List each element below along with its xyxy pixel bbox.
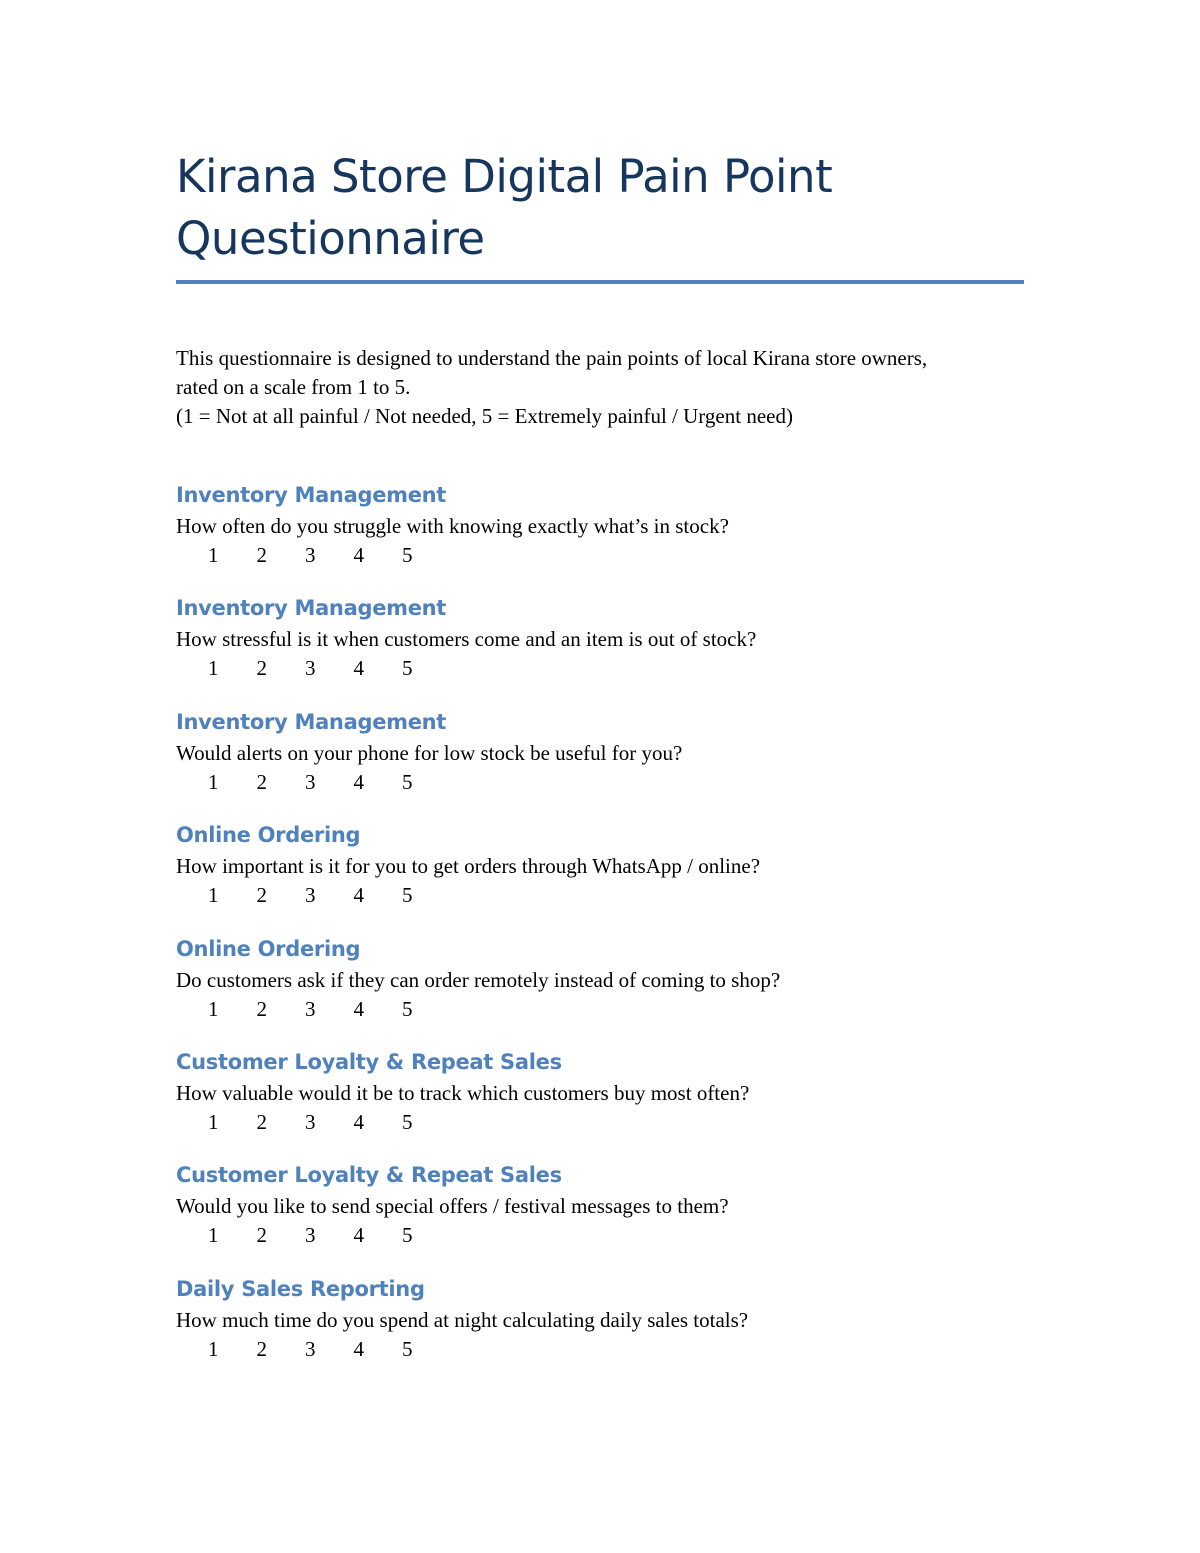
question-text: Would alerts on your phone for low stock be useful for you? bbox=[176, 740, 683, 765]
section-heading: Customer Loyalty & Repeat Sales bbox=[176, 1163, 562, 1188]
title-line-1: Kirana Store Digital Pain Point bbox=[176, 150, 833, 203]
rating-option-3: 3 bbox=[305, 883, 316, 908]
rating-option-2: 2 bbox=[256, 1109, 267, 1134]
rating-option-5: 5 bbox=[402, 1223, 413, 1248]
section-heading: Online Ordering bbox=[176, 823, 361, 848]
section-heading: Customer Loyalty & Repeat Sales bbox=[176, 1049, 562, 1074]
rating-scale bbox=[176, 995, 1024, 1023]
document-title bbox=[176, 146, 1024, 270]
section-heading: Inventory Management bbox=[176, 483, 447, 507]
rating-option-1: 1 bbox=[208, 656, 219, 681]
document-page bbox=[176, 0, 1024, 1386]
rating-scale bbox=[176, 768, 1024, 796]
rating-option-4: 4 bbox=[353, 656, 364, 681]
question-block bbox=[176, 1159, 1024, 1272]
rating-option-1: 1 bbox=[208, 1109, 219, 1134]
intro-paragraph bbox=[176, 344, 1024, 431]
section-heading: Inventory Management bbox=[176, 596, 447, 621]
rating-option-4: 4 bbox=[353, 1336, 364, 1361]
question-block bbox=[176, 479, 1024, 592]
rating-option-3: 3 bbox=[305, 996, 316, 1021]
question-text: How important is it for you to get orders through WhatsApp / online? bbox=[176, 854, 761, 879]
rating-option-1: 1 bbox=[208, 1336, 219, 1361]
question-text: Do customers ask if they can order remotely instead of coming to shop? bbox=[176, 967, 781, 992]
section-heading: Online Ordering bbox=[176, 936, 361, 961]
rating-option-1: 1 bbox=[208, 543, 219, 567]
rating-option-5: 5 bbox=[402, 1336, 413, 1361]
rating-option-5: 5 bbox=[402, 1109, 413, 1134]
rating-scale bbox=[176, 541, 1024, 569]
title-underline bbox=[176, 280, 1024, 284]
rating-option-4: 4 bbox=[353, 543, 364, 567]
rating-scale bbox=[176, 881, 1024, 909]
rating-scale bbox=[176, 1221, 1024, 1249]
rating-option-4: 4 bbox=[353, 883, 364, 908]
rating-option-4: 4 bbox=[353, 1109, 364, 1134]
question-block bbox=[176, 706, 1024, 819]
rating-option-1: 1 bbox=[208, 769, 219, 794]
intro-line-3: (1 = Not at all painful / Not needed, 5 = Extremely painful / Urgent need) bbox=[176, 404, 793, 428]
title-line-2: Questionnaire bbox=[176, 212, 485, 265]
section-heading: Daily Sales Reporting bbox=[176, 1276, 425, 1301]
rating-option-2: 2 bbox=[256, 543, 267, 567]
question-text: Would you like to send special offers / festival messages to them? bbox=[176, 1194, 729, 1219]
question-block bbox=[176, 933, 1024, 1046]
question-block bbox=[176, 592, 1024, 705]
question-text: How often do you struggle with knowing exactly what’s in stock? bbox=[176, 514, 729, 538]
intro-line-2: rated on a scale from 1 to 5. bbox=[176, 375, 411, 399]
rating-option-5: 5 bbox=[402, 883, 413, 908]
rating-option-2: 2 bbox=[256, 656, 267, 681]
rating-option-2: 2 bbox=[256, 883, 267, 908]
rating-option-4: 4 bbox=[353, 769, 364, 794]
rating-option-3: 3 bbox=[305, 1109, 316, 1134]
rating-option-1: 1 bbox=[208, 996, 219, 1021]
question-block bbox=[176, 1046, 1024, 1159]
rating-option-3: 3 bbox=[305, 656, 316, 681]
rating-option-5: 5 bbox=[402, 769, 413, 794]
rating-option-2: 2 bbox=[256, 1223, 267, 1248]
rating-option-1: 1 bbox=[208, 1223, 219, 1248]
rating-option-4: 4 bbox=[353, 1223, 364, 1248]
rating-option-4: 4 bbox=[353, 996, 364, 1021]
question-block bbox=[176, 1273, 1024, 1386]
rating-option-3: 3 bbox=[305, 1336, 316, 1361]
rating-option-3: 3 bbox=[305, 1223, 316, 1248]
rating-option-3: 3 bbox=[305, 543, 316, 567]
question-list bbox=[176, 479, 1024, 1386]
question-text: How valuable would it be to track which customers buy most often? bbox=[176, 1080, 750, 1105]
rating-option-5: 5 bbox=[402, 543, 413, 567]
rating-option-5: 5 bbox=[402, 996, 413, 1021]
rating-scale bbox=[176, 1335, 1024, 1363]
rating-scale bbox=[176, 1108, 1024, 1136]
question-text: How much time do you spend at night calculating daily sales totals? bbox=[176, 1307, 749, 1332]
rating-option-1: 1 bbox=[208, 883, 219, 908]
intro-line-1: This questionnaire is designed to understand the pain points of local Kirana store owners, bbox=[176, 346, 928, 370]
rating-option-2: 2 bbox=[256, 769, 267, 794]
rating-option-5: 5 bbox=[402, 656, 413, 681]
rating-option-2: 2 bbox=[256, 996, 267, 1021]
rating-option-3: 3 bbox=[305, 769, 316, 794]
rating-option-2: 2 bbox=[256, 1336, 267, 1361]
question-text: How stressful is it when customers come and an item is out of stock? bbox=[176, 627, 757, 652]
rating-scale bbox=[176, 654, 1024, 682]
section-heading: Inventory Management bbox=[176, 709, 447, 734]
question-block bbox=[176, 819, 1024, 932]
